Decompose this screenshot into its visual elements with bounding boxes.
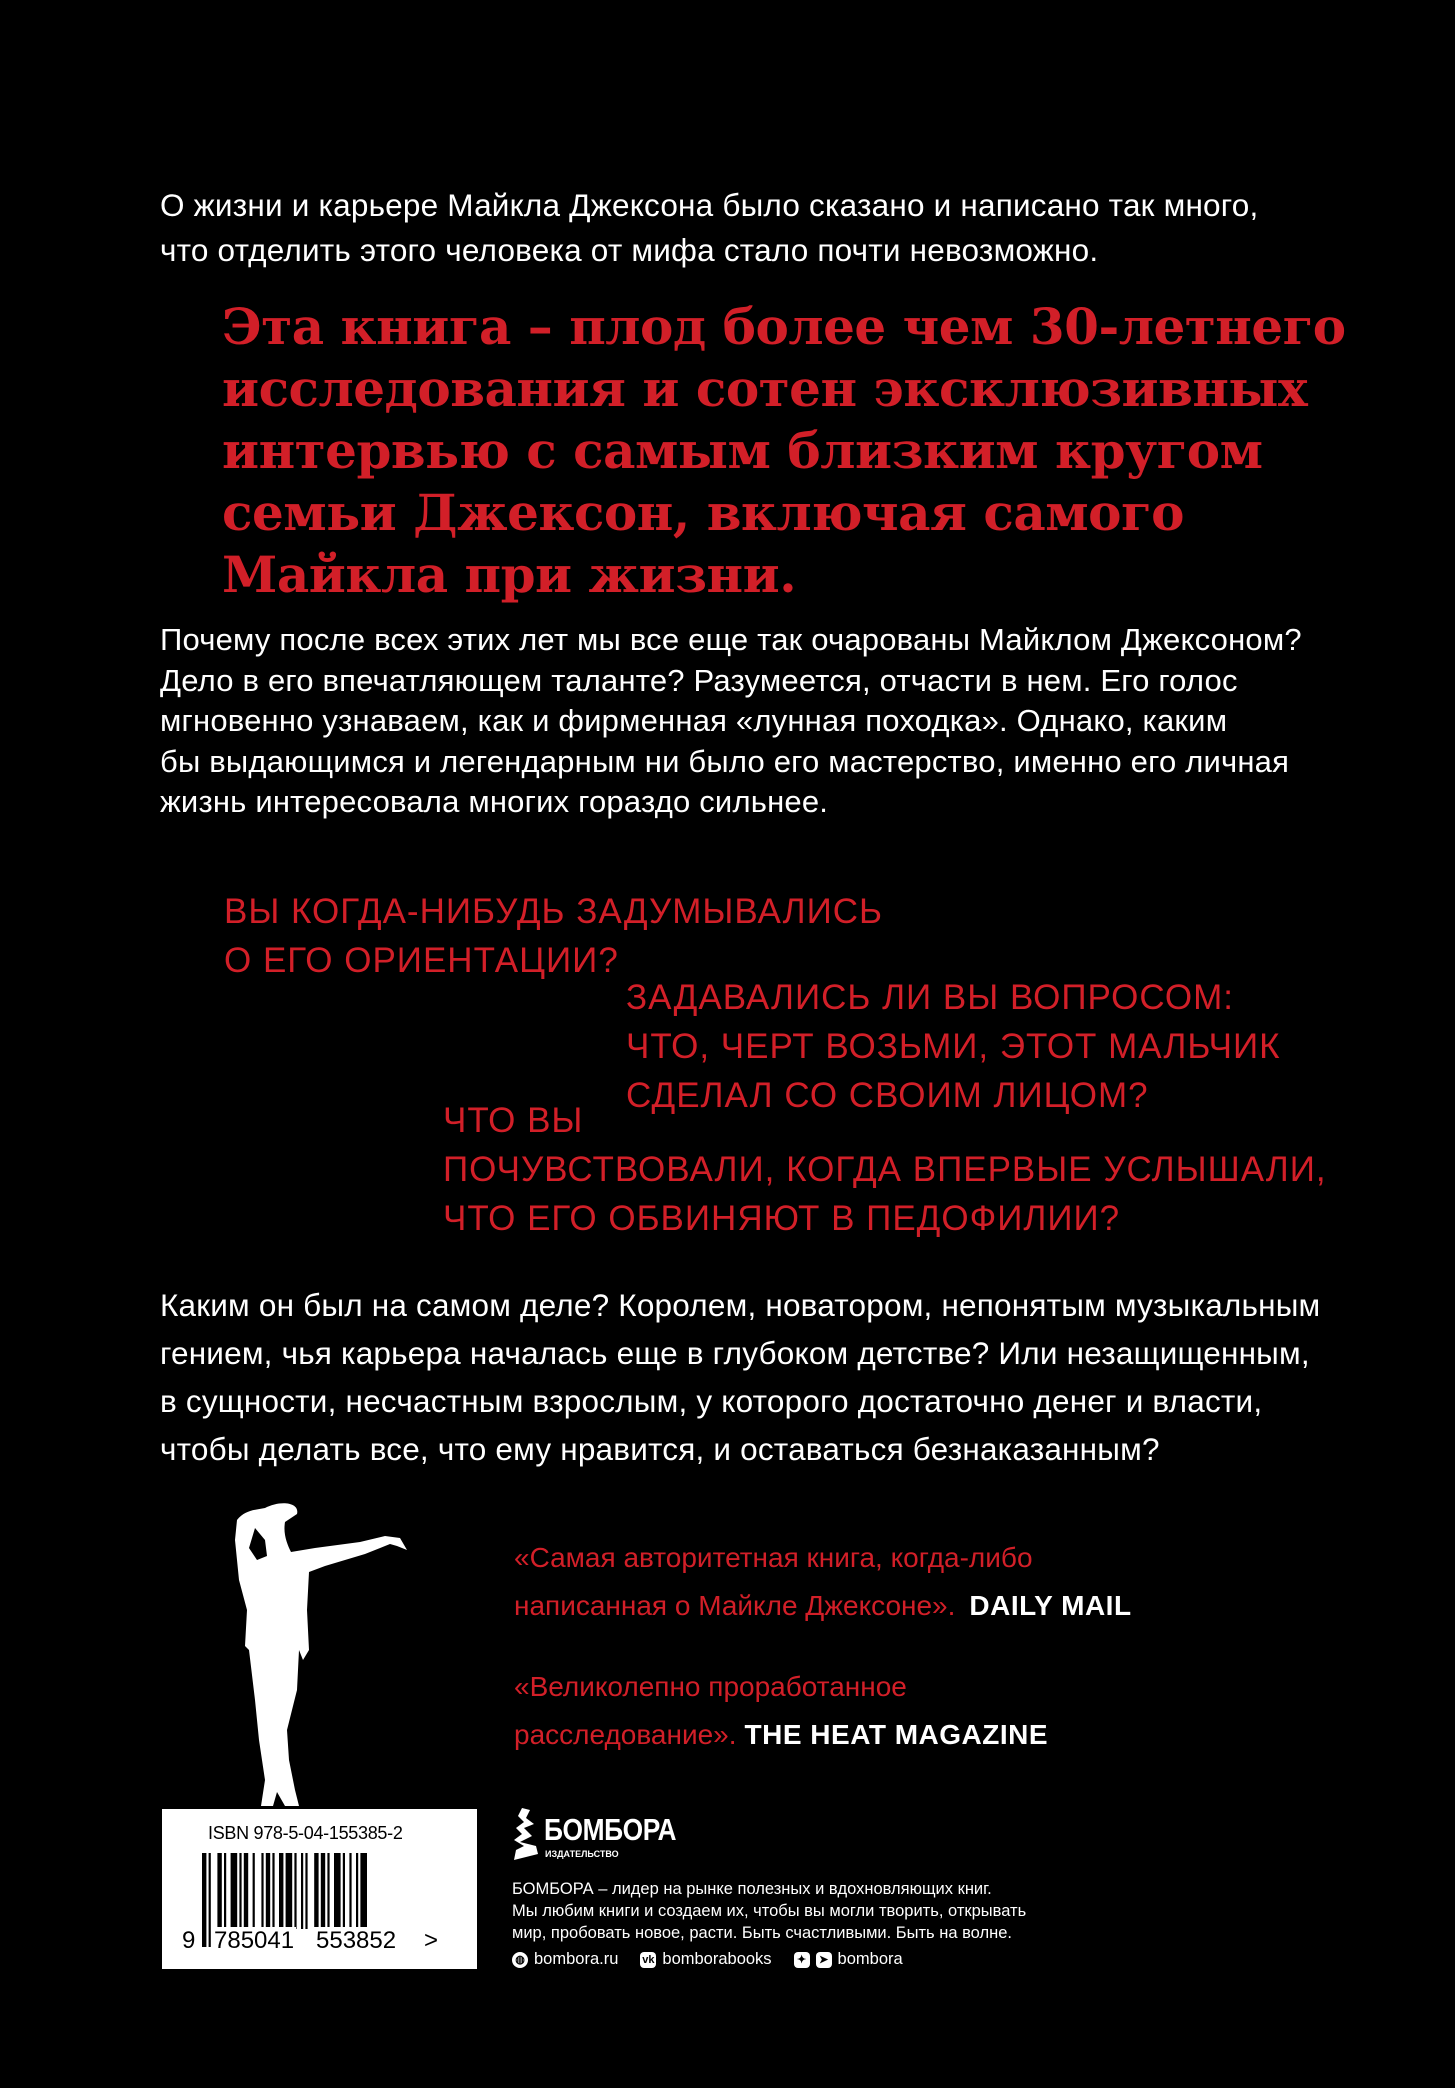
- question-line: ЗАДАВАЛИСЬ ЛИ ВЫ ВОПРОСОМ:: [626, 978, 1234, 1017]
- link-label: bombora: [837, 1950, 903, 1968]
- publisher-links: [512, 1950, 903, 1969]
- barcode-arrow: >: [424, 1927, 439, 1954]
- quote-line: [514, 1582, 1132, 1630]
- question-line: ЧТО ЕГО ОБВИНЯЮТ В ПЕДОФИЛИИ?: [443, 1199, 1121, 1238]
- question-1: [224, 887, 883, 985]
- quote-text: написанная о Майкле Джексоне».: [514, 1590, 956, 1621]
- text-line: Почему после всех этих лет мы все еще так очарованы Майклом Джексоном?: [160, 622, 1302, 657]
- quote-source: DAILY MAIL: [969, 1590, 1132, 1621]
- text-line: бы выдающимся и легендарным ни было его мастерство, именно его личная: [160, 743, 1290, 779]
- barcode-bar: [266, 1853, 270, 1929]
- text-line: Мы любим книги и создаем их, чтобы вы могли творить, открывать: [512, 1902, 1027, 1920]
- quote-daily-mail: [514, 1534, 1132, 1630]
- isbn-barcode: [162, 1809, 477, 1969]
- barcode-bar: [224, 1853, 226, 1929]
- link-website[interactable]: [512, 1950, 618, 1969]
- question-3: [443, 1096, 1327, 1243]
- text-line: жизнь интересовала многих гораздо сильнее.: [160, 784, 829, 819]
- dancer-silhouette-image: [225, 1500, 465, 1810]
- text-line: гением, чья карьера началась еще в глубоком детстве? Или незащищенным,: [160, 1335, 1310, 1371]
- barcode-bar: [321, 1853, 325, 1929]
- intro-paragraph: О жизни и карьере Майкла Джексона было сказано и написано так много, что отделить этого человека от мифа стало почти невозможно.: [160, 187, 1259, 268]
- barcode-bar: [231, 1853, 238, 1929]
- question-line: ЧТО ВЫ: [443, 1101, 584, 1140]
- barcode-bar: [349, 1853, 351, 1929]
- paragraph-2: [160, 620, 1360, 823]
- barcode-bar: [305, 1853, 307, 1929]
- quote-line: [514, 1711, 1048, 1759]
- publisher-subtitle: ИЗДАТЕЛЬСТВО: [545, 1849, 619, 1859]
- quote-heat-magazine: [514, 1663, 1048, 1759]
- publisher-description: [512, 1878, 1026, 1944]
- text-line: Дело в его впечатляющем таланте? Разумеется, отчасти в нем. Его голос: [160, 662, 1238, 698]
- barcode-bar: [239, 1853, 241, 1929]
- paragraph-3: [160, 1281, 1360, 1473]
- question-line: ПОЧУВСТВОВАЛИ, КОГДА ВПЕРВЫЕ УСЛЫШАЛИ,: [443, 1150, 1327, 1189]
- barcode-bar: [343, 1853, 345, 1929]
- question-line: СДЕЛАЛ СО СВОИМ ЛИЦОМ?: [626, 1076, 1149, 1115]
- globe-icon: ◍: [512, 1952, 528, 1968]
- text-line: мгновенно узнаваем, как и фирменная «лунная походка». Однако, каким: [160, 703, 1228, 738]
- link-telegram[interactable]: [794, 1950, 903, 1969]
- barcode-bar: [334, 1853, 341, 1929]
- text-line: БОМБОРА – лидер на рынке полезных и вдохновляющих книг.: [512, 1880, 992, 1898]
- question-line: ВЫ КОГДА-НИБУДЬ ЗАДУМЫВАЛИСЬ: [224, 892, 884, 931]
- barcode-bar: [202, 1853, 206, 1947]
- barcode-bar: [217, 1853, 221, 1929]
- barcode-bar: [314, 1853, 318, 1929]
- headline-line: Майкла при жизни.: [222, 545, 797, 604]
- quote-source: THE HEAT MAGAZINE: [744, 1719, 1049, 1750]
- barcode-digits-left: 785041: [214, 1927, 295, 1954]
- text-line: в сущности, несчастным взрослым, у которого достаточно денег и власти,: [160, 1383, 1263, 1419]
- isbn-label: ISBN 978-5-04-155385-2: [208, 1823, 403, 1843]
- barcode-bar: [244, 1853, 248, 1929]
- quote-line: «Самая авторитетная книга, когда-либо: [514, 1542, 1033, 1573]
- link-label: bomborabooks: [662, 1950, 772, 1968]
- barcode-digit-first: 9: [182, 1927, 196, 1954]
- barcode-bar: [356, 1853, 358, 1929]
- dzen-icon: ✦: [794, 1952, 810, 1968]
- telegram-icon: ➤: [816, 1952, 832, 1968]
- quote-text: расследование».: [514, 1719, 737, 1750]
- barcode-bar: [253, 1853, 255, 1929]
- link-label: bombora.ru: [534, 1950, 619, 1968]
- headline-line: интервью с самым близким кругом: [222, 421, 1263, 480]
- quote-line: «Великолепно проработанное: [514, 1671, 907, 1702]
- text-line: мир, пробовать новое, расти. Быть счастливыми. Быть на волне.: [512, 1924, 1012, 1942]
- barcode-bar: [272, 1853, 274, 1929]
- barcode-bar: [301, 1853, 303, 1929]
- publisher-logo-icon: [512, 1806, 540, 1862]
- barcode-digits-right: 553852: [316, 1927, 397, 1954]
- text-line: Каким он был на самом деле? Королем, новатором, непонятым музыкальным: [160, 1287, 1321, 1323]
- publisher-logo: [512, 1806, 712, 1866]
- link-vk[interactable]: [640, 1950, 771, 1969]
- question-line: О ЕГО ОРИЕНТАЦИИ?: [224, 941, 619, 980]
- barcode-bar: [294, 1853, 296, 1929]
- barcode-bar: [209, 1853, 211, 1947]
- vk-icon: vk: [642, 1953, 655, 1966]
- headline-line: Эта книга – плод более чем 30-летнего: [222, 297, 1346, 356]
- headline-line: исследования и сотен эксклюзивных: [222, 359, 1308, 418]
- headline: [222, 296, 1372, 606]
- question-line: ЧТО, ЧЕРТ ВОЗЬМИ, ЭТОТ МАЛЬЧИК: [626, 1027, 1281, 1066]
- text-line: чтобы делать все, что ему нравится, и оставаться безнаказанным?: [160, 1431, 1160, 1467]
- publisher-name: БОМБОРА: [544, 1812, 677, 1847]
- barcode-bar: [279, 1853, 283, 1929]
- barcode-bar: [327, 1853, 329, 1929]
- barcode-bar: [261, 1853, 263, 1929]
- headline-line: семьи Джексон, включая самого: [222, 483, 1185, 542]
